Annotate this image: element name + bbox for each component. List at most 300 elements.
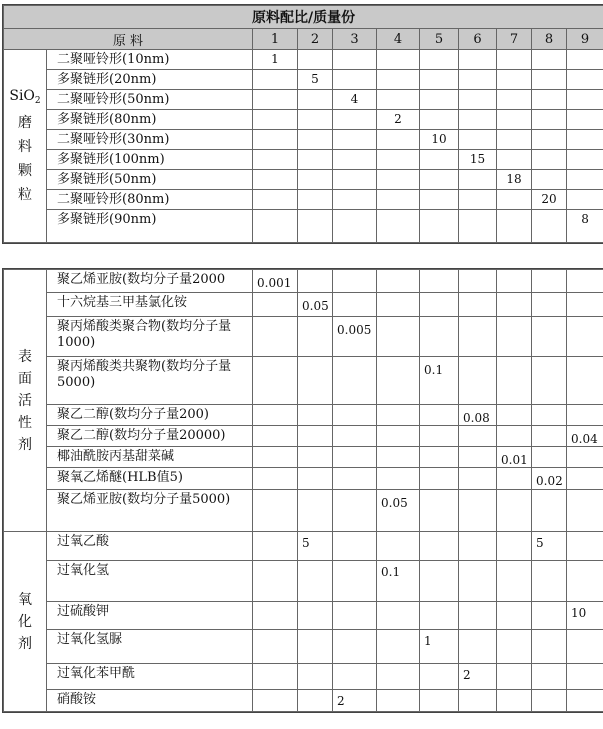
surfactant-category-label [4,270,47,532]
amount-cell [567,405,603,426]
ingredient-name: 过氧化氢 [47,561,253,602]
amount-cell: 10 [567,602,603,630]
amount-cell [298,170,333,190]
amount-cell [567,357,603,405]
amount-cell [497,690,532,712]
amount-cell [298,426,333,447]
amount-cell [420,447,459,468]
amount-cell [459,447,497,468]
amount-cell [298,210,333,243]
amount-cell [298,447,333,468]
amount-cell [253,150,298,170]
amount-cell: 5 [298,532,333,561]
ingredient-name: 二聚哑铃形(50nm) [47,90,253,110]
ingredient-name: 二聚哑铃形(30nm) [47,130,253,150]
amount-cell [377,190,420,210]
amount-cell [333,293,377,317]
amount-cell [420,490,459,532]
amount-cell [253,317,298,357]
table-row [4,130,603,150]
table-row [4,150,603,170]
amount-cell [253,110,298,130]
ingredient-name: 多聚链形(90nm) [47,210,253,243]
table-row [4,490,603,532]
amount-cell [333,468,377,490]
amount-cell [377,317,420,357]
table-row [4,426,603,447]
amount-cell: 2 [333,690,377,712]
amount-cell: 2 [459,664,497,690]
amount-cell: 0.01 [497,447,532,468]
table-row [4,90,603,110]
ingredient-name: 多聚链形(20nm) [47,70,253,90]
amount-cell: 0.1 [377,561,420,602]
amount-cell [420,468,459,490]
table-row [4,170,603,190]
amount-cell [253,426,298,447]
amount-cell [333,130,377,150]
ingredient-name: 十六烷基三甲基氯化铵 [47,293,253,317]
amount-cell [377,150,420,170]
category-char: 磨 [18,114,32,131]
amount-cell [298,405,333,426]
amount-cell [532,426,567,447]
amount-cell [532,561,567,602]
table-title: 原料配比/质量份 [4,6,603,29]
column-header: 9 [567,29,603,50]
amount-cell [459,70,497,90]
table-row [4,690,603,712]
amount-cell [298,270,333,293]
amount-cell [253,468,298,490]
column-header: 8 [532,29,567,50]
amount-cell [497,357,532,405]
amount-cell [459,90,497,110]
amount-cell: 0.08 [459,405,497,426]
ingredient-name: 硝酸铵 [47,690,253,712]
amount-cell [567,630,603,664]
amount-cell: 0.04 [567,426,603,447]
amount-cell [567,170,603,190]
table-row [4,405,603,426]
amount-cell [497,426,532,447]
amount-cell [253,490,298,532]
amount-cell [497,602,532,630]
amount-cell [532,170,567,190]
amount-cell [532,490,567,532]
amount-cell [567,150,603,170]
amount-cell [333,270,377,293]
amount-cell [567,468,603,490]
amount-cell [420,317,459,357]
amount-cell: 15 [459,150,497,170]
table-row [4,270,603,293]
column-header: 7 [497,29,532,50]
amount-cell [298,561,333,602]
amount-cell: 8 [567,210,603,243]
amount-cell [497,50,532,70]
amount-cell [377,210,420,243]
amount-cell [532,317,567,357]
amount-cell [497,532,532,561]
amount-cell [253,602,298,630]
amount-cell [497,190,532,210]
ingredient-name: 二聚哑铃形(10nm) [47,50,253,70]
ingredient-name: 聚氧乙烯醚(HLB值5) [47,468,253,490]
category-char: 化 [18,613,32,630]
column-header: 6 [459,29,497,50]
table-row [4,357,603,405]
table-row [4,561,603,602]
amount-cell [333,357,377,405]
amount-cell [377,293,420,317]
ingredient-table-top [2,4,603,244]
amount-cell [567,532,603,561]
category-char: 表 [18,348,32,365]
amount-cell [253,130,298,150]
amount-cell [459,426,497,447]
amount-cell [333,447,377,468]
ingredient-column-header: 原 料 [4,29,253,50]
ingredient-name: 多聚链形(50nm) [47,170,253,190]
amount-cell [333,190,377,210]
amount-cell [298,317,333,357]
amount-cell [532,50,567,70]
amount-cell [420,110,459,130]
amount-cell [567,447,603,468]
amount-cell [298,150,333,170]
amount-cell [532,690,567,712]
amount-cell [333,405,377,426]
ingredient-name: 椰油酰胺丙基甜菜碱 [47,447,253,468]
category-char: 料 [18,138,32,155]
amount-cell [497,490,532,532]
amount-cell [497,664,532,690]
amount-cell [497,210,532,243]
amount-cell [253,90,298,110]
amount-cell: 0.005 [333,317,377,357]
amount-cell [532,90,567,110]
amount-cell [298,490,333,532]
amount-cell: 1 [253,50,298,70]
category-char: 性 [18,414,32,431]
amount-cell [420,90,459,110]
amount-cell [532,293,567,317]
category-subscript: 2 [34,95,41,106]
amount-cell [298,664,333,690]
amount-cell [567,90,603,110]
amount-cell [377,664,420,690]
amount-cell [459,110,497,130]
table-row [4,664,603,690]
sio2-category-label [4,50,47,243]
table-row [4,190,603,210]
ingredient-table-bottom [2,268,603,713]
amount-cell [377,50,420,70]
amount-cell: 0.001 [253,270,298,293]
category-char: 剂 [18,635,32,652]
amount-cell [333,490,377,532]
amount-cell [333,70,377,90]
amount-cell [532,110,567,130]
amount-cell [420,293,459,317]
amount-cell [377,447,420,468]
ingredient-name: 过硫酸钾 [47,602,253,630]
amount-cell [567,561,603,602]
amount-cell [497,561,532,602]
amount-cell [253,561,298,602]
amount-cell [333,150,377,170]
amount-cell [253,630,298,664]
amount-cell [567,270,603,293]
amount-cell [253,293,298,317]
amount-cell [333,50,377,70]
amount-cell [567,490,603,532]
amount-cell [420,210,459,243]
amount-cell [333,210,377,243]
amount-cell [459,130,497,150]
amount-cell: 5 [298,70,333,90]
amount-cell [420,532,459,561]
amount-cell [377,532,420,561]
table-row [4,293,603,317]
table-row [4,602,603,630]
amount-cell [253,170,298,190]
category-char: 面 [18,370,32,387]
amount-cell [253,690,298,712]
amount-cell [497,468,532,490]
amount-cell [567,664,603,690]
amount-cell [420,170,459,190]
amount-cell [253,405,298,426]
amount-cell [333,532,377,561]
amount-cell [459,293,497,317]
amount-cell [459,270,497,293]
ingredient-name: 聚乙二醇(数均分子量200) [47,405,253,426]
column-header: 4 [377,29,420,50]
amount-cell: 0.02 [532,468,567,490]
category-char: 颗 [18,162,32,179]
amount-cell [532,405,567,426]
ingredient-name: 聚乙二醇(数均分子量20000) [47,426,253,447]
ingredient-name: 聚丙烯酸类聚合物(数均分子量1000) [47,317,253,357]
category-char: 氧 [18,591,32,608]
amount-cell: 0.05 [377,490,420,532]
amount-cell [497,90,532,110]
ratio-table-part1 [3,5,603,243]
amount-cell [420,270,459,293]
table-row [4,50,603,70]
amount-cell [298,602,333,630]
amount-cell [377,70,420,90]
column-header-row [4,29,603,50]
column-header: 2 [298,29,333,50]
amount-cell [377,357,420,405]
amount-cell [298,50,333,70]
amount-cell [420,602,459,630]
ingredient-name: 二聚哑铃形(80nm) [47,190,253,210]
amount-cell: 2 [377,110,420,130]
amount-cell [253,447,298,468]
amount-cell [420,561,459,602]
category-text: SiO [9,87,35,104]
amount-cell: 1 [420,630,459,664]
amount-cell [377,130,420,150]
sio2-abrasive-section [4,50,603,243]
amount-cell [459,50,497,70]
ratio-table-part2 [3,269,603,712]
amount-cell [532,70,567,90]
amount-cell [333,630,377,664]
table-row [4,110,603,130]
amount-cell [459,630,497,664]
table-row [4,317,603,357]
amount-cell [497,110,532,130]
amount-cell [567,50,603,70]
amount-cell [459,561,497,602]
amount-cell [420,690,459,712]
table-row [4,447,603,468]
amount-cell [567,130,603,150]
amount-cell [567,293,603,317]
amount-cell [333,170,377,190]
amount-cell [497,630,532,664]
amount-cell [420,664,459,690]
amount-cell [459,690,497,712]
amount-cell [532,602,567,630]
amount-cell [532,357,567,405]
amount-cell [497,270,532,293]
ingredient-name: 过氧乙酸 [47,532,253,561]
table-row [4,468,603,490]
amount-cell [253,532,298,561]
amount-cell [298,130,333,150]
amount-cell [420,70,459,90]
amount-cell [567,317,603,357]
ingredient-name: 多聚链形(100nm) [47,150,253,170]
amount-cell [567,690,603,712]
amount-cell [253,190,298,210]
amount-cell [298,190,333,210]
amount-cell [532,447,567,468]
amount-cell [497,150,532,170]
amount-cell [567,70,603,90]
oxidant-section [4,532,603,712]
amount-cell [567,110,603,130]
amount-cell [497,317,532,357]
category-char: 粒 [18,186,32,203]
table-row [4,70,603,90]
amount-cell [532,664,567,690]
ingredient-name: 聚丙烯酸类共聚物(数均分子量5000) [47,357,253,405]
amount-cell [459,602,497,630]
amount-cell [532,130,567,150]
amount-cell [377,468,420,490]
amount-cell [459,210,497,243]
amount-cell [377,405,420,426]
amount-cell [459,532,497,561]
amount-cell [497,130,532,150]
amount-cell [333,110,377,130]
column-header: 5 [420,29,459,50]
amount-cell [253,70,298,90]
amount-cell [377,690,420,712]
amount-cell: 4 [333,90,377,110]
table-row [4,210,603,243]
amount-cell [333,602,377,630]
ingredient-name: 聚乙烯亚胺(数均分子量2000 [47,270,253,293]
amount-cell [298,90,333,110]
amount-cell [459,490,497,532]
amount-cell [420,50,459,70]
column-header: 1 [253,29,298,50]
surfactant-section [4,270,603,532]
ingredient-name: 聚乙烯亚胺(数均分子量5000) [47,490,253,532]
amount-cell [497,293,532,317]
ingredient-name: 过氧化氢脲 [47,630,253,664]
amount-cell: 10 [420,130,459,150]
amount-cell [377,630,420,664]
amount-cell [567,190,603,210]
amount-cell [497,405,532,426]
ingredient-name: 多聚链形(80nm) [47,110,253,130]
amount-cell [298,357,333,405]
amount-cell: 0.05 [298,293,333,317]
category-char: 剂 [18,436,32,453]
amount-cell [298,630,333,664]
amount-cell [377,170,420,190]
amount-cell [420,405,459,426]
amount-cell [298,110,333,130]
category-char: 活 [18,392,32,409]
amount-cell [459,190,497,210]
amount-cell [497,70,532,90]
table-row [4,630,603,664]
amount-cell [377,602,420,630]
column-header: 3 [333,29,377,50]
amount-cell [459,170,497,190]
amount-cell [377,90,420,110]
amount-cell [420,426,459,447]
amount-cell [253,357,298,405]
amount-cell [253,210,298,243]
amount-cell [298,690,333,712]
amount-cell [333,664,377,690]
amount-cell [532,150,567,170]
table-row [4,532,603,561]
amount-cell [420,190,459,210]
amount-cell: 18 [497,170,532,190]
amount-cell: 20 [532,190,567,210]
amount-cell [333,561,377,602]
amount-cell: 5 [532,532,567,561]
amount-cell [377,426,420,447]
amount-cell [298,468,333,490]
amount-cell [377,270,420,293]
amount-cell [532,630,567,664]
ingredient-name: 过氧化苯甲酰 [47,664,253,690]
amount-cell [459,317,497,357]
amount-cell [532,210,567,243]
oxidant-category-label [4,532,47,712]
amount-cell [333,426,377,447]
amount-cell [459,357,497,405]
amount-cell [253,664,298,690]
amount-cell: 0.1 [420,357,459,405]
amount-cell [532,270,567,293]
amount-cell [420,150,459,170]
amount-cell [459,468,497,490]
